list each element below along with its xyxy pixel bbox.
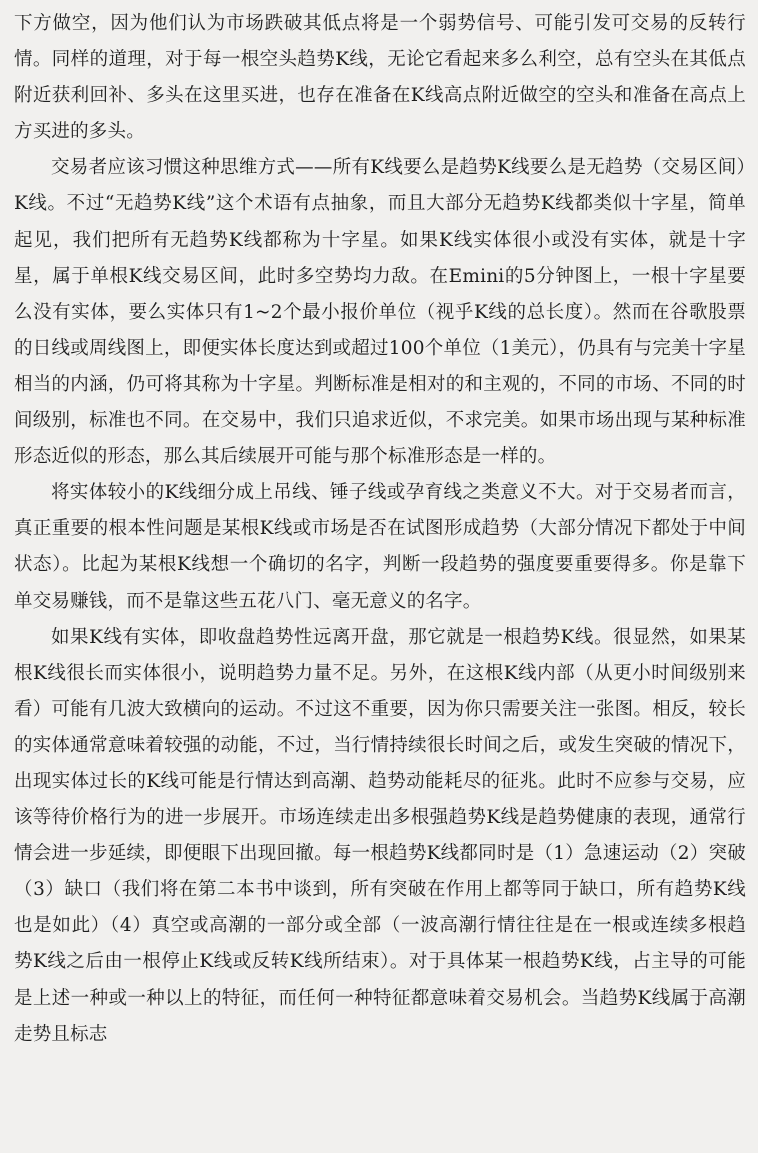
paragraph-1: 下方做空，因为他们认为市场跌破其低点将是一个弱势信号、可能引发可交易的反转行情。同样的道理，对于每一根空头趋势K线，无论它看起来多么利空，总有空头在其低点附近获利回补、多头在这里买进，也存在准备在K线高点附近做空的空头和准备在高点上方买进的多头。 xyxy=(14,13,746,143)
paragraph-4: 如果K线有实体，即收盘趋势性远离开盘，那它就是一根趋势K线。很显然，如果某根K线很长而实体很小，说明趋势力量不足。另外，在这根K线内部（从更小时间级别来看）可能有几波大致横向的运动。不过这不重要，因为你只需要关注一张图。相反，较长的实体通常意味着较强的动能，不过，当行情持续很长时间之后，或发生突破的情况下，出现实体过长的K线可能是行情达到高潮、趋势动能耗尽的征兆。此时不应参与交易，应该等待价格行为的进一步展开。市场连续走出多根强趋势K线是趋势健康的表现，通常行情会进一步延续，即便眼下出现回撤。每一根趋势K线都同时是（1）急速运动（2）突破（3）缺口（我们将在第二本书中谈到，所有突破在作用上都等同于缺口，所有趋势K线也是如此）（4）真空或高潮的一部分或全部（一波高潮行情往往是在一根或连续多根趋势K线之后由一根停止K线或反转K线所结束）。对于具体某一根趋势K线，占主导的可能是上述一种或一种以上的特征，而任何一种特征都意味着交易机会。当趋势K线属于高潮走势且标志 xyxy=(14,626,746,1045)
paragraph-2: 交易者应该习惯这种思维方式——所有K线要么是趋势K线要么是无趋势（交易区间）K线。不过“无趋势K线”这个术语有点抽象，而且大部分无趋势K线都类似十字星，简单起见，我们把所有无趋势K线都称为十字星。如果K线实体很小或没有实体，就是十字星，属于单根K线交易区间，此时多空势均力敌。在Emini的5分钟图上，一根十字星要么没有实体，要么实体只有1~2个最小报价单位（视乎K线的总长度）。然而在谷歌股票的日线或周线图上，即便实体长度达到或超过100个单位（1美元），仍具有与完美十字星相当的内涵，仍可将其称为十字星。判断标准是相对的和主观的，不同的市场、不同的时间级别，标准也不同。在交易中，我们只追求近似，不求完美。如果市场出现与某种标准形态近似的形态，那么其后续展开可能与那个标准形态是一样的。 xyxy=(14,157,746,468)
paragraph-3: 将实体较小的K线细分成上吊线、锤子线或孕育线之类意义不大。对于交易者而言，真正重要的根本性问题是某根K线或市场是否在试图形成趋势（大部分情况下都处于中间状态）。比起为某根K线想一个确切的名字，判断一段趋势的强度要重要得多。你是靠下单交易赚钱，而不是靠这些五花八门、毫无意义的名字。 xyxy=(14,482,746,612)
